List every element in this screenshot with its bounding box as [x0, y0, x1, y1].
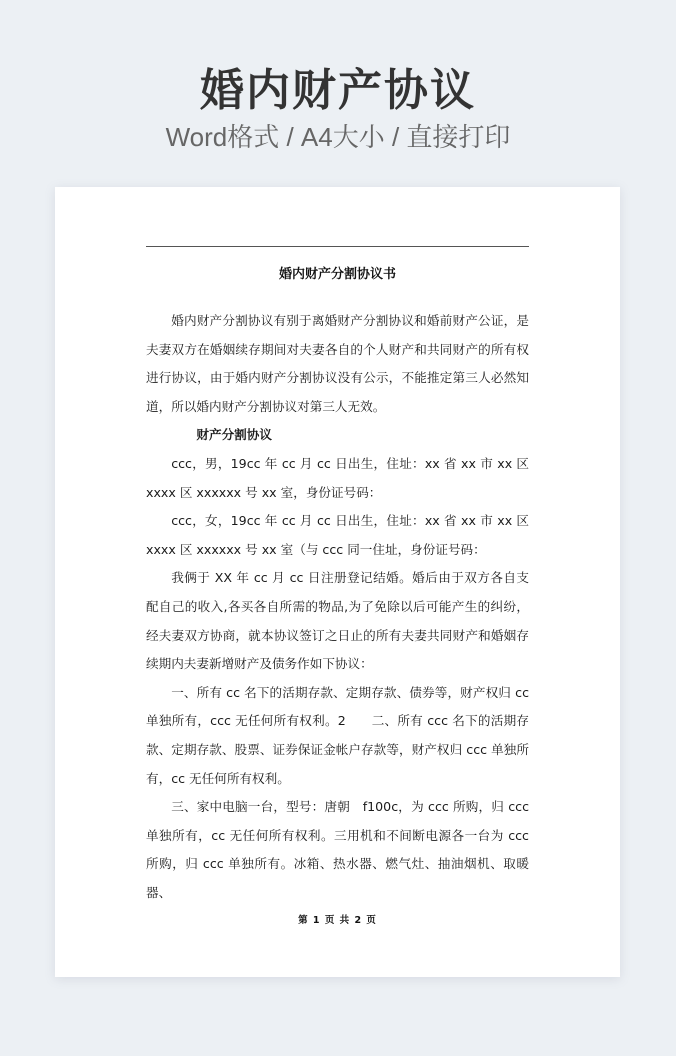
paragraph-clause-3: 三、家中电脑一台，型号：唐朝 f100c，为 ccc 所购，归 ccc 单独所有，cc 无任何所有权利。三用机和不间断电源各一台为 ccc 所购，归 ccc 单独所有。冰箱、热水器、燃气灶、抽油烟机、取暖器、 — [146, 799, 529, 900]
document-title: 婚内财产分割协议书 — [278, 267, 396, 282]
paragraph-intro: 婚内财产分割协议有别于离婚财产分割协议和婚前财产公证，是夫妻双方在婚姻续存期间对夫妻各自的个人财产和共同财产的所有权进行协议，由于婚内财产分割协议没有公示，不能推定第三人必然知道，所以婚内财产分割协议对第三人无效。 — [146, 313, 529, 414]
section-heading: 财产分割协议 — [196, 427, 272, 443]
hero-title: 婚内财产协议 — [200, 65, 476, 116]
header-rule — [146, 246, 529, 247]
page-footer: 第 1 页 共 2 页 — [298, 915, 377, 926]
document-body — [146, 307, 529, 907]
paragraph-party-male: ccc，男，19cc 年 cc 月 cc 日出生，住址：xx 省 xx 市 xx 区 xxxx 区 xxxxxx 号 xx 室，身份证号码： — [146, 455, 529, 500]
paragraph-clause-1-2: 一、所有 cc 名下的活期存款、定期存款、债券等，财产权归 cc 单独所有，ccc 无任何所有权利。2 二、所有 ccc 名下的活期存款、定期存款、股票、证券保证金帐户存款等，财产权归 ccc 单独所有，cc 无任何所有权利。 — [146, 684, 529, 786]
paragraph-preamble: 我俩于 XX 年 cc 月 cc 日注册登记结婚。婚后由于双方各自支配自己的收入,各买各自所需的物品,为了免除以后可能产生的纠纷，经夫妻双方协商，就本协议签订之日止的所有夫妻共同财产和婚姻存续期内夫妻新增财产及债务作如下协议： — [146, 570, 529, 672]
paragraph-party-female: ccc，女，19cc 年 cc 月 cc 日出生，住址：xx 省 xx 市 xx 区 xxxx 区 xxxxxx 号 xx 室（与 ccc 同一住址，身份证号码： — [146, 513, 529, 557]
document-page — [55, 187, 620, 977]
hero-subtitle: Word格式 / A4大小 / 直接打印 — [165, 122, 511, 152]
